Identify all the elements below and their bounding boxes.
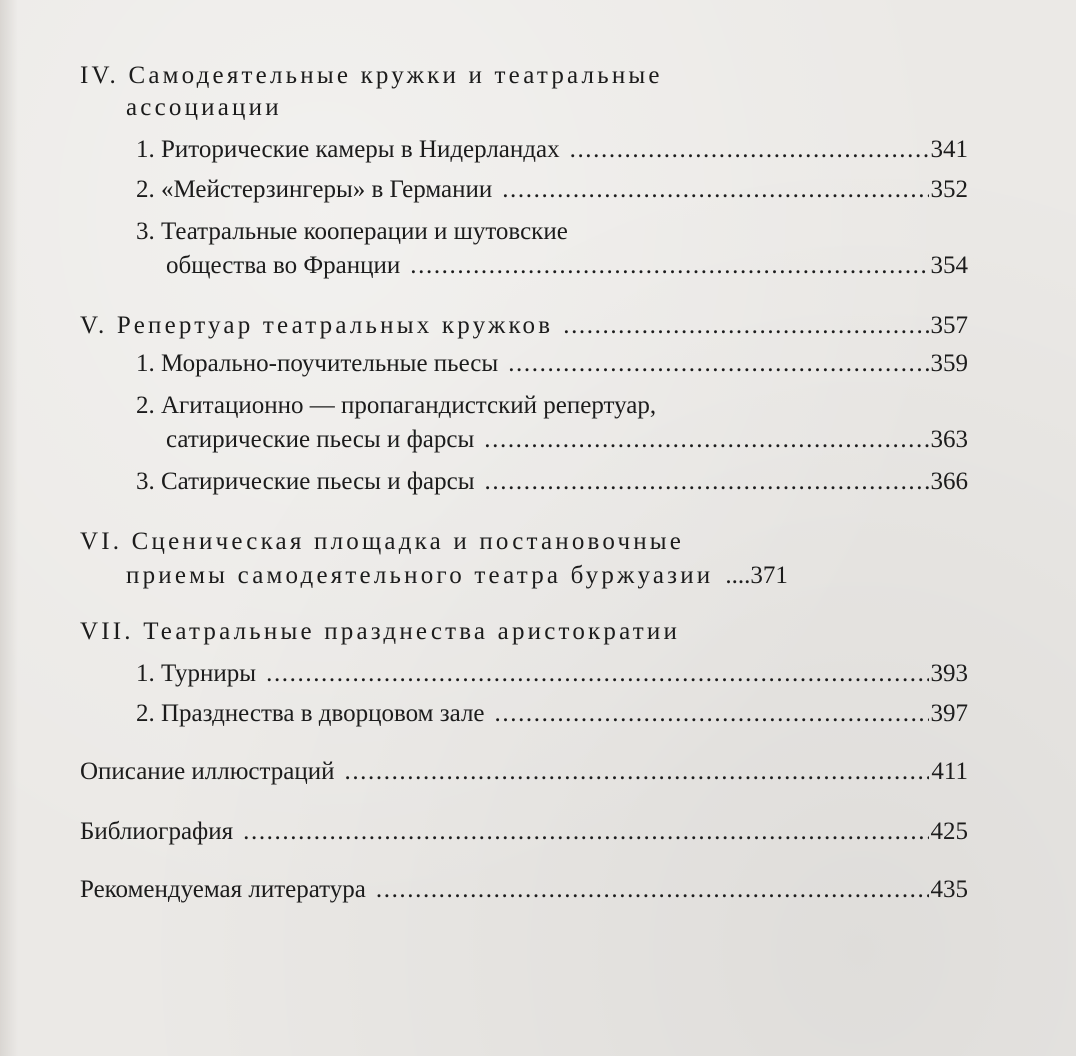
dot-leader: ....: [725, 562, 751, 589]
toc-entry-text: сатирические пьесы и фарсы: [166, 426, 475, 453]
back-matter-entry: [80, 872, 968, 908]
toc-entry-page: 352: [930, 176, 968, 203]
back-matter-text: Библиография: [80, 818, 234, 845]
dot-leader: [243, 814, 928, 850]
back-matter-page: 435: [930, 876, 968, 903]
toc-entry-page: 366: [930, 468, 968, 495]
toc-entry-page: 393: [930, 660, 968, 687]
toc-entry: [136, 464, 968, 500]
toc-entry-text-line1: 2. Агитационно — пропагандистский репертуар,: [136, 392, 657, 419]
dot-leader: [570, 132, 929, 168]
chapter-6-title-line1: VI. Сценическая площадка и постановочные: [80, 528, 685, 555]
dot-leader: [484, 422, 928, 458]
toc-entry-text: 1. Риторические камеры в Нидерландах: [136, 136, 560, 163]
chapter-6-entry: [126, 558, 968, 594]
chapter-7-title: VII. Театральные празднества аристократии: [80, 618, 681, 645]
chapter-4-title-line2: ассоциации: [126, 94, 282, 121]
chapter-5-page: 357: [930, 312, 968, 339]
back-matter-entry: [80, 814, 968, 850]
toc-entry-page: 397: [930, 700, 968, 727]
chapter-4-title-line1: IV. Самодеятельные кружки и театральные: [80, 62, 663, 89]
toc-entry: [166, 422, 968, 458]
toc-entry: [136, 132, 968, 168]
dot-leader: [376, 872, 929, 908]
dot-leader: [563, 308, 928, 344]
chapter-5-title: V. Репертуар театральных кружков: [80, 312, 554, 339]
chapter-6-page: 371: [750, 562, 788, 589]
toc-entry: [166, 248, 968, 284]
toc-entry: [136, 696, 968, 732]
toc-entry-page: 363: [930, 426, 968, 453]
toc-entry-text-line1: 3. Театральные кооперации и шутовские: [136, 218, 568, 245]
toc-entry-page: 354: [930, 252, 968, 279]
toc-entry: [136, 656, 968, 692]
back-matter-page: 425: [930, 818, 968, 845]
dot-leader: [495, 696, 929, 732]
toc-entry-text: 2. Празднества в дворцовом зале: [136, 700, 485, 727]
toc-entry-text: 1. Морально-поучительные пьесы: [136, 350, 499, 377]
back-matter-text: Рекомендуемая литература: [80, 876, 366, 903]
back-matter-page: 411: [931, 758, 968, 785]
dot-leader: [344, 754, 929, 790]
toc-entry-text: общества во Франции: [166, 252, 401, 279]
back-matter-entry: [80, 754, 968, 790]
chapter-6-title-line2: приемы самодеятельного театра буржуазии: [126, 562, 714, 589]
dot-leader: [410, 248, 928, 284]
toc-entry: [136, 346, 968, 382]
dot-leader: [485, 464, 929, 500]
toc-entry-page: 359: [930, 350, 968, 377]
toc-entry-text: 1. Турниры: [136, 660, 257, 687]
toc-entry-text: 2. «Мейстерзингеры» в Германии: [136, 176, 493, 203]
chapter-5-entry: [80, 308, 968, 344]
back-matter-text: Описание иллюстраций: [80, 758, 335, 785]
toc-entry-page: 341: [930, 136, 968, 163]
toc-entry-text: 3. Сатирические пьесы и фарсы: [136, 468, 475, 495]
dot-leader: [508, 346, 928, 382]
page-edge-shadow: [0, 0, 18, 1056]
dot-leader: [502, 172, 928, 208]
dot-leader: [266, 656, 928, 692]
toc-entry: [136, 172, 968, 208]
